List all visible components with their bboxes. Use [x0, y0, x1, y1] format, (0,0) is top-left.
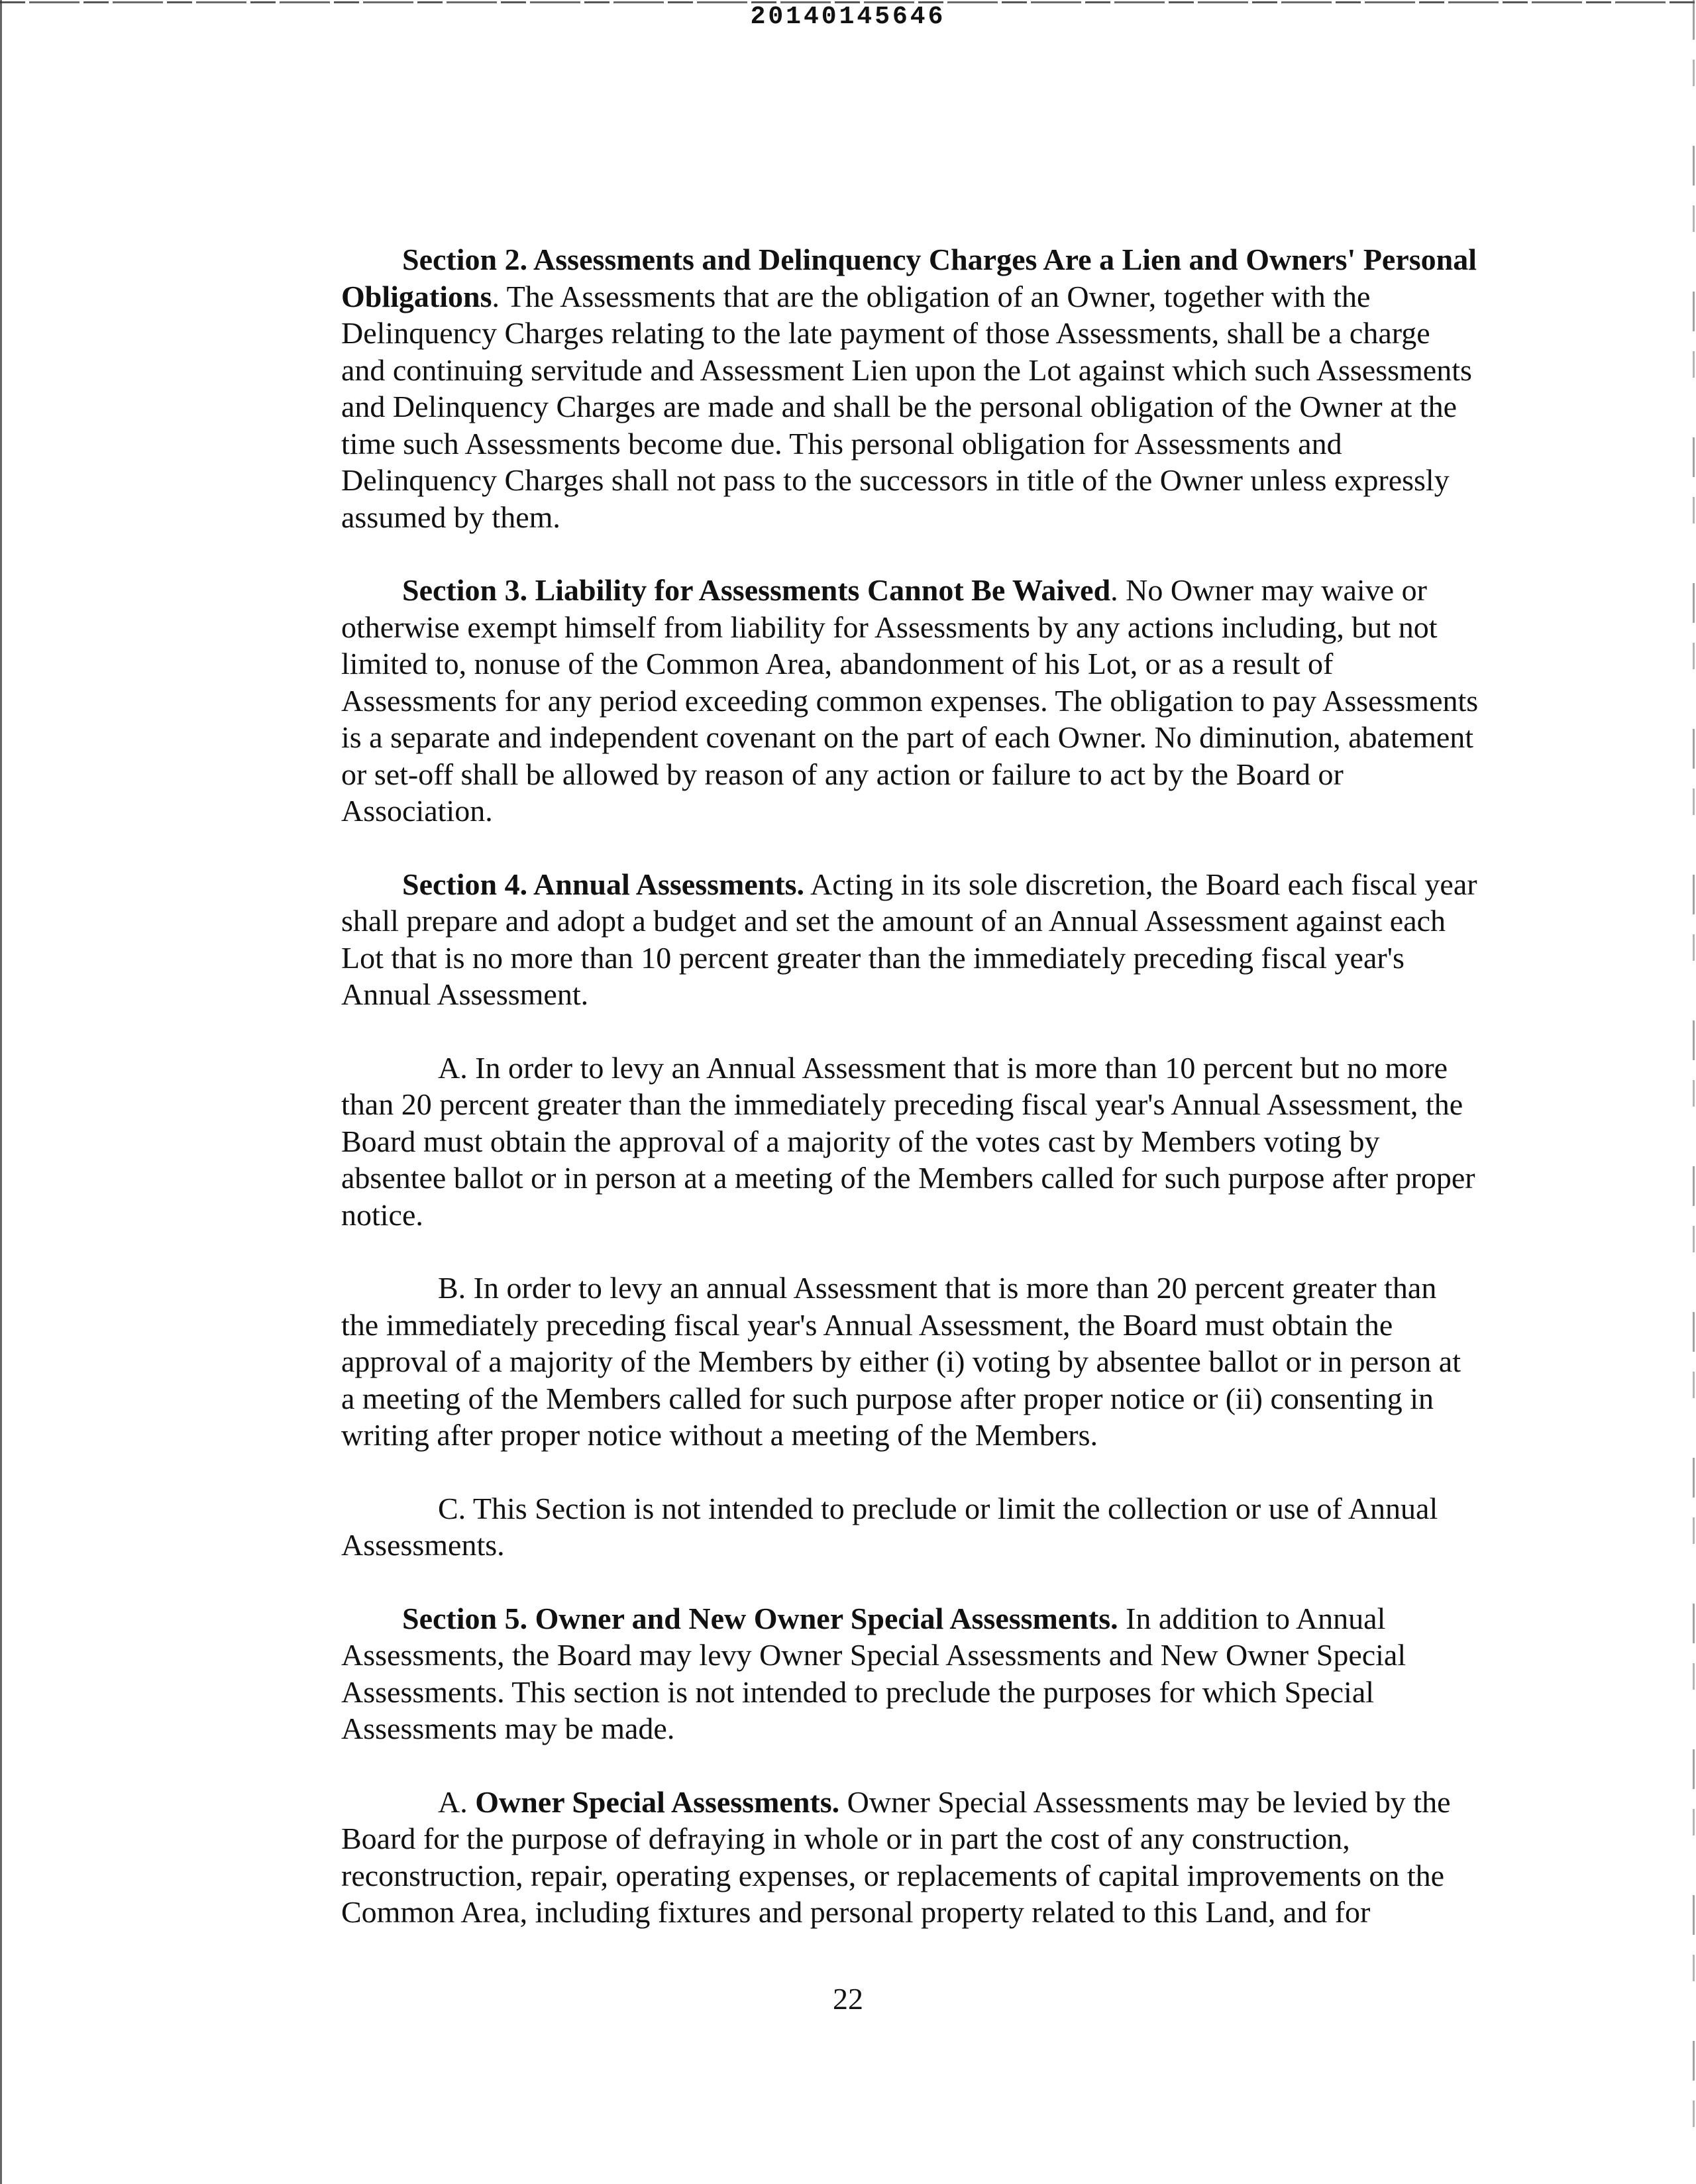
- section-4-b-paragraph: [341, 1270, 1481, 1454]
- section-4-a-text: A. In order to levy an Annual Assessment that is more than 10 percent but no more than 20 percent greater than the immediately preceding fiscal year's Annual Assessment, the Board must obtain the approval of a majority of the votes cast by Members voting by absentee ballot or in person at a meeting of the Members called for such purpose after proper notice.: [341, 1050, 1475, 1232]
- section-5-heading: Section 5. Owner and New Owner Special Assessments.: [402, 1601, 1118, 1635]
- page-number: 22: [833, 1982, 863, 2016]
- section-3-heading: Section 3. Liability for Assessments Cannot Be Waived: [402, 573, 1111, 607]
- section-2-text: . The Assessments that are the obligation of an Owner, together with the Delinquency Charges relating to the late payment of those Assessments, shall be a charge and continuing servitude and Assessment Lien upon the Lot against which such Assessments and Delinquency Charges are made and shall be the personal obligation of the Owner at the time such Assessments become due. This personal obligation for Assessments and Delinquency Charges shall not pass to the successors in title of the Owner unless expressly assumed by them.: [341, 279, 1472, 534]
- scan-edge-left: [0, 0, 2, 2184]
- section-4-heading: Section 4. Annual Assessments.: [402, 867, 805, 901]
- section-5-a-heading: Owner Special Assessments.: [475, 1784, 840, 1819]
- section-5-paragraph: [341, 1600, 1481, 1747]
- document-body: [341, 241, 1481, 1967]
- section-5-text: In addition to Annual Assessments, the Board may levy Owner Special Assessments and New Owner Special Assessments. This section is not intended to preclude the purposes for which Special Assessments may be made.: [341, 1601, 1406, 1745]
- section-3-paragraph: [341, 572, 1481, 830]
- section-3-text: . No Owner may waive or otherwise exempt himself from liability for Assessments by any actions including, but not limited to, nonuse of the Common Area, abandonment of his Lot, or as a result of Assessments for any period exceeding common expenses. The obligation to pay Assessments is a separate and independent covenant on the part of each Owner. No diminution, abatement or set-off shall be allowed by reason of any action or failure to act by the Board or Association.: [341, 573, 1479, 828]
- section-4-text: Acting in its sole discretion, the Board each fiscal year shall prepare and adopt a budget and set the amount of an Annual Assessment against each Lot that is no more than 10 percent greater than the immediately preceding fiscal year's Annual Assessment.: [341, 867, 1477, 1011]
- document-number: 20140145646: [750, 3, 946, 31]
- section-4-b-text: B. In order to levy an annual Assessment that is more than 20 percent greater than the immediately preceding fiscal year's Annual Assessment, the Board must obtain the approval of a majority of the Members by either (i) voting by absentee ballot or in person at a meeting of the Members called for such purpose after proper notice or (ii) consenting in writing after proper notice without a meeting of the Members.: [341, 1271, 1461, 1452]
- section-4-c-paragraph: [341, 1490, 1481, 1564]
- section-4-c-text: C. This Section is not intended to preclude or limit the collection or use of Annual Assessments.: [341, 1491, 1438, 1562]
- section-4-paragraph: [341, 866, 1481, 1013]
- section-4-a-paragraph: [341, 1050, 1481, 1234]
- scan-edge-right: [1693, 0, 1695, 2184]
- section-5-a-paragraph: [341, 1784, 1481, 1931]
- section-5-a-text: Owner Special Assessments may be levied by the Board for the purpose of defraying in whole or in part the cost of any construction, reconstruction, repair, operating expenses, or replacements of capital improvements on the Common Area, including fixtures and personal property related to this Land, and for: [341, 1784, 1451, 1929]
- section-2-heading: Section 2. Assessments and Delinquency Charges Are a Lien and Owners' Personal Obligations: [341, 243, 1477, 313]
- section-2-paragraph: [341, 241, 1481, 535]
- section-5-a-prefix: A.: [438, 1784, 476, 1819]
